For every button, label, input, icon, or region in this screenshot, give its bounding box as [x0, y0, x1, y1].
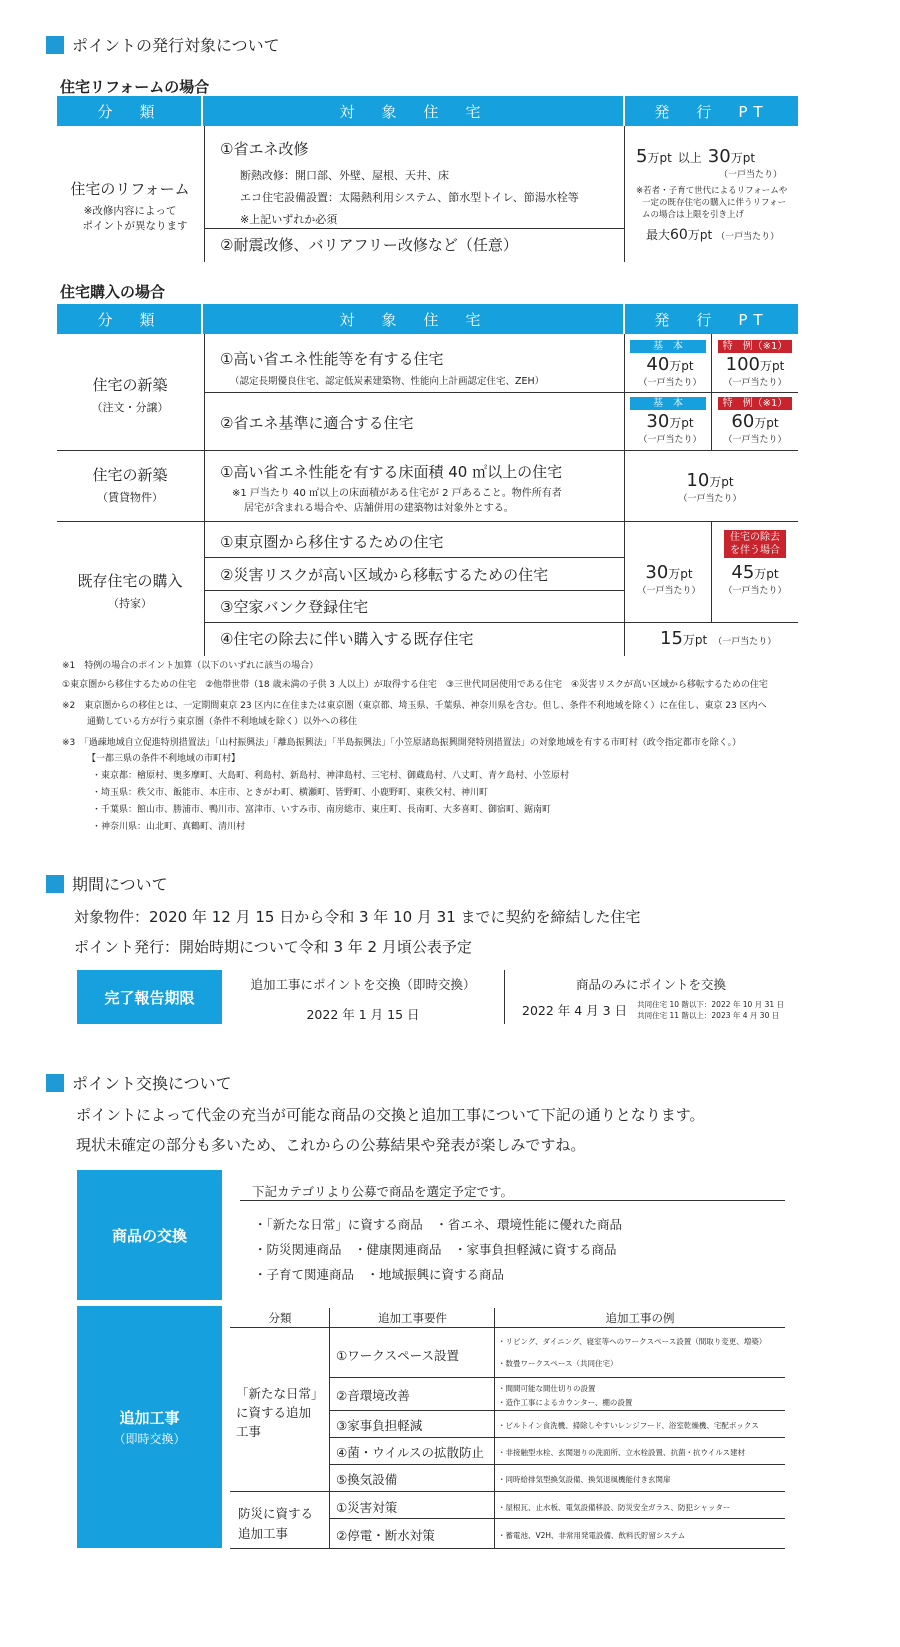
work-category-new-normal [236, 1384, 324, 1441]
points-unit: 万pt [682, 633, 708, 647]
work-header-example: 追加工事の例 [605, 1311, 675, 1325]
points-value: 5 [636, 146, 648, 167]
work-category-line: 工事 [236, 1424, 262, 1439]
points-per-unit: （一戸当たり） [723, 586, 787, 596]
footnote-3-list: ・神奈川県：山北町、真鶴町、清川村 [92, 822, 246, 832]
goods-list-item: ・「新たな日常」に資する商品 ・省エネ、環境性能に優れた商品 [254, 1217, 623, 1232]
points-unit: 万pt [754, 416, 779, 430]
existing-points [630, 562, 708, 596]
new-build-category [57, 374, 203, 415]
footnote-3-list: ・埼玉県：秩父市、飯能市、本庄市、ときがわ町、横瀬町、皆野町、小鹿野町、東秩父村、神川町 [92, 788, 489, 798]
footnote-2: ※2 東京圏からの移住とは、一定期間東京 23 区内に在住または東京圏（東京都、埼玉県、千葉県、神奈川県を含む。但し、条件不利地域を除く）に在住し、東京 23 区内へ [62, 701, 767, 711]
header-points: 発 行 PT [654, 310, 769, 329]
points-value: 30 [707, 146, 731, 167]
points-value: 60 [731, 411, 755, 432]
rental-label: 住宅の新築 [92, 466, 168, 484]
points-value: 30 [646, 411, 670, 432]
existing-category [57, 570, 203, 611]
period-line-2: ポイント発行：開始時期について令和 3 年 2 月頃公表予定 [74, 938, 472, 956]
header-category: 分 類 [57, 96, 203, 126]
section-heading-period [46, 872, 168, 895]
rental-item [220, 461, 562, 514]
deadline-col-1 [222, 975, 504, 1023]
tag-basic: 基 本 [630, 340, 706, 353]
points-per-unit: （一戸当たり） [723, 435, 787, 445]
work-example: ・屋根瓦、止水板、電気設備移設、防災安全ガラス、防犯シャッター [498, 1503, 731, 1512]
reform-item-1-detail: エコ住宅設備設置：太陽熱利用システム、節水型トイレ、節湯水栓等 [240, 191, 579, 204]
new1-special-points [716, 354, 794, 388]
points-unit: 万pt [754, 567, 779, 581]
points-per-unit: （一戸当たり） [637, 586, 701, 596]
new-build-item-2: ②省エネ基準に適合する住宅 [220, 414, 414, 432]
deadline-col-2-value: 2022 年 4 月 3 日 [522, 1003, 628, 1018]
new-build-item-1-title: ①高い省エネ性能等を有する住宅 [220, 350, 444, 368]
tag-special: 特 例（※1） [718, 397, 792, 410]
footnote-3-list: ・東京都：檜原村、奥多摩町、大島町、利島村、新島村、神津島村、三宅村、御蔵島村、八丈町、青ケ島村、小笠原村 [92, 771, 570, 781]
points-value: 10 [686, 470, 710, 491]
reform-item-1-detail: 断熱改修：開口部、外壁、屋根、天井、床 [240, 169, 449, 182]
points-per-unit: （一戸当たり） [638, 435, 702, 445]
points-max-value: 60 [670, 227, 688, 243]
work-req: ⑤換気設備 [336, 1472, 398, 1487]
deadline-col-2-note: 共同住宅 10 階以下：2022 年 10 月 31 日 [637, 1000, 784, 1009]
reform-category-note: ※改修内容によって [83, 205, 177, 217]
work-category-line: 「新たな日常」 [236, 1386, 324, 1401]
work-example: ・蓄電池、V2H、非常用発電設備、飲料氏貯留システム [498, 1531, 686, 1540]
tag-remove [724, 530, 786, 558]
points-value: 100 [725, 354, 761, 375]
work-req: ②停電・断水対策 [336, 1528, 435, 1543]
points-unit: 万pt [668, 567, 693, 581]
deadline-col-1-value: 2022 年 1 月 15 日 [306, 1007, 420, 1022]
new-build-label: 住宅の新築 [92, 376, 168, 394]
section-marker-icon [46, 875, 64, 893]
work-example: ・ビルトイン食洗機、掃除しやすいレンジフード、浴室乾燥機、宅配ボックス [498, 1421, 759, 1430]
rental-sub: （賃貸物件） [97, 491, 163, 504]
reform-points [636, 146, 796, 243]
new-build-item-1 [220, 348, 544, 387]
reform-table-header [57, 96, 798, 126]
points-unit: 万pt [760, 359, 785, 373]
purchase-table-header [57, 304, 798, 334]
footnotes [62, 660, 862, 834]
existing-sub: （持家） [108, 597, 152, 610]
reform-item-1 [220, 138, 579, 227]
work-example: ・間間可能な間仕切りの設置 [498, 1384, 596, 1393]
reform-item-2: ②耐震改修、バリアフリー改修など（任意） [220, 236, 518, 254]
reform-category-note: ポイントが異なります [82, 220, 188, 232]
period-line-1: 対象物件：2020 年 12 月 15 日から令和 3 年 10 月 31 までに契約を締結した住宅 [74, 908, 641, 926]
reform-item-1-title: ①省エネ改修 [220, 140, 309, 158]
points-note: ※若者・子育て世代によるリフォームや [636, 186, 788, 196]
work-req: ②音環境改善 [336, 1388, 410, 1403]
exchange-intro-1: ポイントによって代金の充当が可能な商品の交換と追加工事について下記の通りとなります。 [76, 1106, 705, 1124]
points-per-unit: （一戸当たり） [718, 170, 782, 180]
footnote-3-list: ・千葉県：館山市、勝浦市、鴨川市、富津市、いすみ市、南房総市、東庄町、長南町、大多喜町、御宿町、鋸南町 [92, 805, 552, 815]
points-max-label: 最大 [646, 228, 671, 242]
reform-category-label: 住宅のリフォーム [70, 180, 190, 198]
new-build-sub: （注文・分譲） [91, 401, 169, 414]
reform-subtitle: 住宅リフォームの場合 [60, 78, 210, 96]
points-value: 15 [660, 628, 683, 649]
new2-basic-points [634, 411, 706, 445]
points-unit: 万pt [687, 228, 713, 242]
rental-item-note: ※1 戸当たり 40 ㎡以上の床面積がある住宅が 2 戸あること。物件所有者 [232, 488, 562, 499]
section-heading-points-target [46, 33, 280, 56]
work-category-line: 追加工事 [238, 1526, 289, 1541]
existing-item-2: ②災害リスクが高い区域から移転するための住宅 [220, 566, 549, 584]
points-unit: 万pt [669, 416, 694, 430]
section-title: 期間について [72, 875, 168, 894]
points-unit: 万pt [730, 151, 756, 165]
points-connector: 以上 [677, 151, 702, 165]
work-example: ・造作工事によるカウンター、棚の設置 [498, 1398, 633, 1407]
existing-item-1: ①東京圏から移住するための住宅 [220, 533, 444, 551]
goods-exchange-box: 商品の交換 [77, 1170, 222, 1300]
exchange-intro-2: 現状未確定の部分も多いため、これからの公募結果や発表が楽しみですね。 [76, 1136, 586, 1154]
tag-remove-line: 住宅の除去 [730, 532, 780, 543]
points-per-unit: （一戸当たり） [678, 494, 742, 504]
work-category-line: 防災に資する [238, 1506, 314, 1521]
tag-remove-line: を伴う場合 [730, 545, 780, 556]
points-per-unit: （一戸当たり） [723, 378, 787, 388]
rental-points [660, 470, 760, 504]
footnote-3: ※3 「過疎地域自立促進特別措置法」「山村振興法」「離島振興法」「半島振興法」「小笠原諸島振興開発特別措置法」の対象地域を有する市町村（政令指定都市を除く。） [62, 738, 742, 748]
section-marker-icon [46, 1074, 64, 1092]
points-value: 45 [731, 562, 755, 583]
rental-item-title: ①高い省エネ性能を有する床面積 40 ㎡以上の住宅 [220, 463, 563, 481]
goods-list [254, 1212, 622, 1287]
footnote-1-title: ※1 特例の場合のポイント加算（以下のいずれに該当の場合） [62, 661, 319, 671]
header-points: 発 行 PT [654, 102, 769, 121]
points-unit: 万pt [669, 359, 694, 373]
additional-work-box [77, 1306, 222, 1548]
goods-list-item: ・防災関連商品 ・健康関連商品 ・家事負担軽減に資する商品 [254, 1242, 617, 1257]
header-target: 対 象 住 宅 [203, 96, 625, 126]
points-unit: 万pt [647, 151, 672, 165]
work-example: ・非接触型水栓、玄関廻りの洗面所、立水栓設置、抗菌・抗ウイルス建材 [498, 1448, 746, 1457]
existing-item-4: ④住宅の除去に伴い購入する既存住宅 [220, 630, 474, 648]
work-req: ①ワークスペース設置 [336, 1348, 459, 1363]
points-per-unit: （一戸当たり） [638, 378, 702, 388]
deadline-col-2-head: 商品のみにポイントを交換 [575, 977, 726, 992]
tag-special: 特 例（※1） [718, 340, 792, 353]
points-note: 一定の既存住宅の購入に伴うリフォー [642, 198, 787, 208]
points-per-unit: （一戸当たり） [713, 637, 777, 647]
footnote-2: 通勤している方が行う東京圏（条件不利地域を除く）以外への移住 [87, 717, 358, 727]
points-note: ムの場合は上限を引き上げ [642, 210, 745, 220]
existing-remove-points [716, 562, 794, 596]
additional-work-label: 追加工事 [119, 1409, 180, 1427]
work-example: ・同時給排気型換気設備、換気退風機能付き玄関扉 [498, 1475, 671, 1484]
work-category-line: に資する追加 [236, 1405, 312, 1420]
goods-heading: 下記カテゴリより公募で商品を選定予定です。 [252, 1184, 514, 1199]
existing-label: 既存住宅の購入 [77, 572, 183, 590]
header-target: 対 象 住 宅 [203, 304, 625, 334]
rental-category [57, 464, 203, 505]
existing4-points [660, 628, 776, 649]
section-marker-icon [46, 36, 64, 54]
new-build-item-1-note: （認定長期優良住宅、認定低炭素建築物、性能向上計画認定住宅、ZEH） [230, 376, 545, 387]
work-example: ・リビング、ダイニング、寝室等へのワークスペース設置（間取り変更、増築） [498, 1337, 767, 1346]
section-title: ポイント交換について [72, 1074, 232, 1093]
completion-deadline-box: 完了報告期限 [77, 970, 222, 1024]
purchase-subtitle: 住宅購入の場合 [60, 283, 166, 301]
section-title: ポイントの発行対象について [72, 36, 280, 55]
points-value: 40 [646, 354, 670, 375]
points-unit: 万pt [709, 475, 734, 489]
rental-item-note: 居宅が含まれる場合や、店舗併用の建築物は対象外とする。 [244, 503, 514, 514]
reform-item-1-detail: ※上記いずれか必須 [240, 213, 338, 226]
additional-work-sub: （即時交換） [113, 1432, 186, 1446]
work-req: ③家事負担軽減 [336, 1418, 423, 1433]
work-example: ・数畳ワークスペース（共同住宅） [498, 1359, 618, 1368]
existing-item-3: ③空家バンク登録住宅 [220, 598, 369, 616]
footnote-3-heading: 【一都三県の条件不利地域の市町村】 [87, 754, 241, 764]
new1-basic-points [634, 354, 706, 388]
work-req: ①災害対策 [336, 1500, 398, 1515]
deadline-col-1-head: 追加工事にポイントを交換（即時交換） [250, 977, 476, 992]
reform-category [57, 178, 203, 233]
new2-special-points [716, 411, 794, 445]
deadline-col-2 [506, 975, 796, 1021]
header-category: 分 類 [57, 304, 203, 334]
points-per-unit: （一戸当たり） [716, 232, 780, 242]
work-category-disaster [238, 1504, 313, 1544]
work-header-category: 分類 [268, 1311, 292, 1325]
footnote-1-body: ①東京圏から移住するための住宅 ②他帯世帯（18 歳未満の子供 3 人以上）が取得する住宅 ③三世代同居使用である住宅 ④災害リスクが高い区域から移転するための住宅 [62, 680, 768, 690]
tag-basic: 基 本 [630, 397, 706, 410]
points-value: 30 [645, 562, 669, 583]
deadline-col-2-note: 共同住宅 11 階以上：2023 年 4 月 30 日 [637, 1011, 780, 1020]
section-heading-exchange [46, 1071, 232, 1094]
goods-list-item: ・子育て関連商品 ・地域振興に資する商品 [254, 1267, 505, 1282]
work-req: ④菌・ウイルスの拡散防止 [336, 1445, 484, 1460]
work-header-requirement: 追加工事要件 [378, 1311, 447, 1325]
